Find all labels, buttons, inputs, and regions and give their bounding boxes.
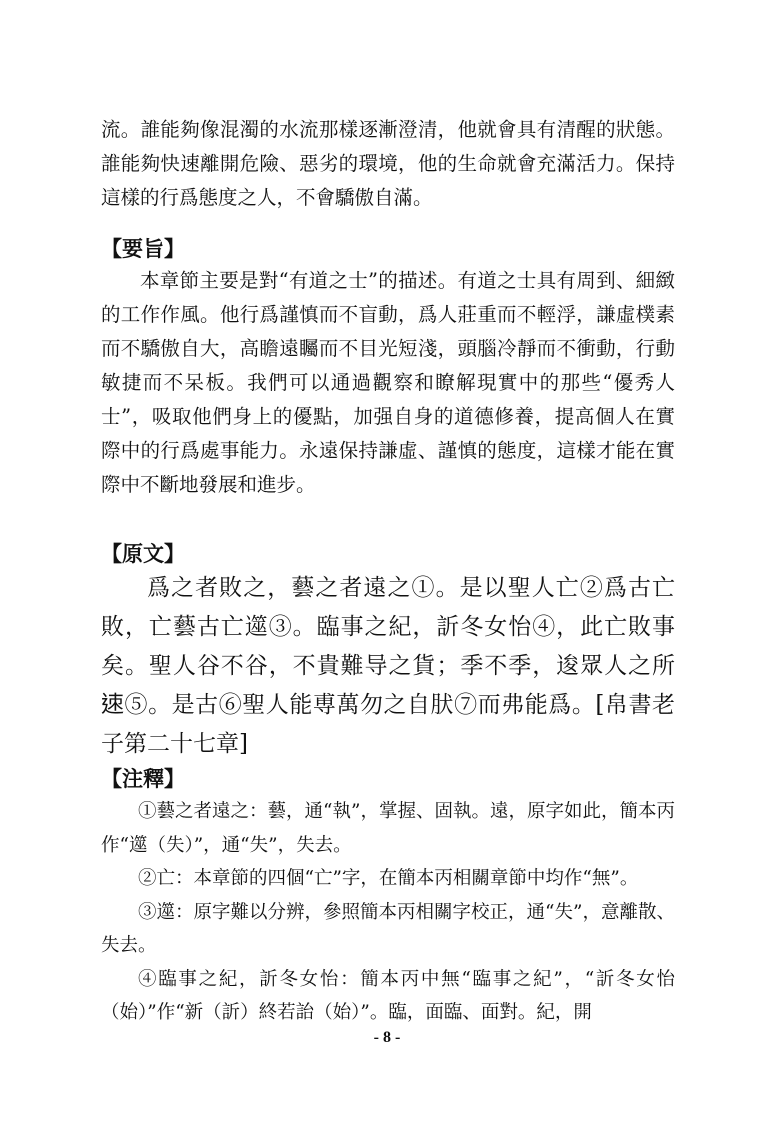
note-item-1: ①藝之者遠之：藝，通“執”，掌握、固執。遠，原字如此，簡本丙作“遾（失）”，通“失”，失去。 xyxy=(101,801,675,856)
intro-paragraph: 流。誰能夠像混濁的水流那樣逐漸澄清，他就會具有清醒的狀態。誰能夠快速離開危險、惡劣的環境，他的生命就會充滿活力。保持這樣的行爲態度之人，不會驕傲自滿。 xyxy=(101,118,675,209)
note-item-2: ②亡：本章節的四個“亡”字，在簡本丙相關章節中均作“無”。 xyxy=(138,868,639,889)
page-number: - 8 - xyxy=(373,1029,401,1046)
summary-heading: 【要旨】 xyxy=(101,236,185,261)
notes-heading: 【注釋】 xyxy=(101,766,185,791)
original-heading: 【原文】 xyxy=(101,541,185,566)
notes-list xyxy=(101,795,675,1030)
original-text: 爲之者敗之，藝之者遠之①。是以聖人亡②爲古亡敗，亡藝古亡遾③。臨事之紀，訢冬女怡④，此亡敗事矣。聖人谷不谷，不貴難导之貨；季不季，逡眾人之所𨒪⑤。是古⑥聖人能尃萬勿之自肰⑦而弗能爲。[帛書老子第二十七章] xyxy=(101,575,675,757)
summary-paragraph: 本章節主要是對“有道之士”的描述。有道之士具有周到、細緻的工作作風。他行爲謹慎而不盲動，爲人莊重而不輕浮，謙虛樸素而不驕傲自大，高瞻遠矚而不目光短淺，頭腦冷靜而不衝動，行動敏捷而不呆板。我們可以通過觀察和瞭解現實中的那些“優秀人士”，吸取他們身上的優點，加强自身的道德修養，提高個人在實際中的行爲處事能力。永遠保持謙虛、謹慎的態度，這樣才能在實際中不斷地發展和進步。 xyxy=(101,269,675,496)
note-item-4: ④臨事之紀，訢冬女怡：簡本丙中無“臨事之紀”，“訢冬女怡（始）”作“新（訢）終若詒（始）”。臨，面臨、面對。紀，開 xyxy=(101,968,675,1023)
note-item-3: ③遾：原字難以分辨，參照簡本丙相關字校正，通“失”，意離散、失去。 xyxy=(101,901,675,956)
